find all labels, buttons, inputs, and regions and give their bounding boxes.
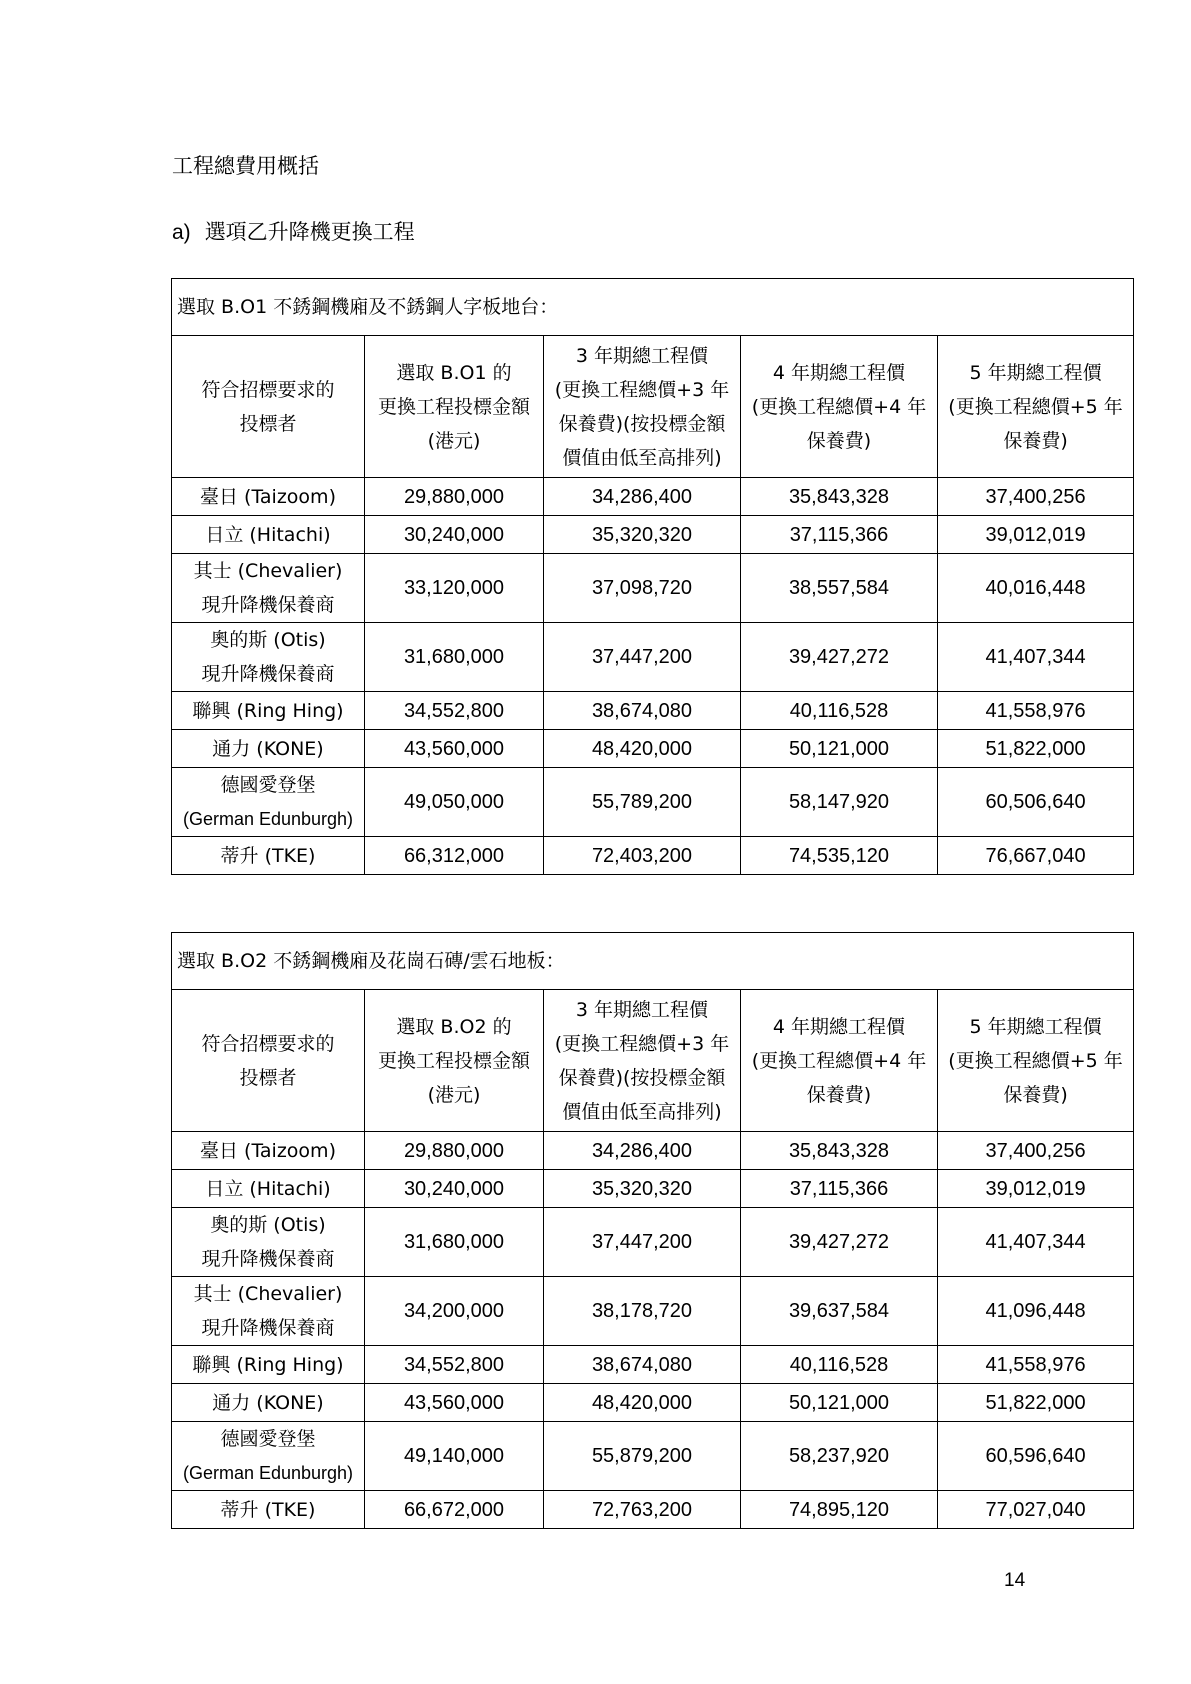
bid-amount-cell: 43,560,000 [365,1384,544,1422]
cell-line: 臺日 (Taizoom) [200,485,336,508]
bid-amount-cell: 34,552,800 [365,692,544,730]
cell-line: 選取 B.O1 的 [396,361,512,384]
cell-line: 保養費)(按投標金額 [558,412,726,435]
table-row [172,1346,1134,1384]
cell-line: 價值由低至高排列) [562,446,722,469]
total-4yr-cell: 40,116,528 [741,1346,938,1384]
header-bid-amount [365,336,544,478]
total-5yr-cell: 37,400,256 [938,1132,1134,1170]
bidder-name [172,554,365,623]
total-4yr-cell: 37,115,366 [741,516,938,554]
page-heading: 工程總費用概括 [172,154,319,178]
cell-line: (更換工程總價+4 年 [751,1049,927,1072]
total-5yr-cell: 41,096,448 [938,1277,1134,1346]
cell-line: 其士 (Chevalier) [193,1283,343,1305]
header-5yr-total [938,336,1134,478]
bidder-name [172,478,365,516]
bidder-name [172,1132,365,1170]
header-3yr-total [544,990,741,1132]
total-3yr-cell: 55,789,200 [544,768,741,837]
header-bidder [172,990,365,1132]
bidder-name [172,1491,365,1529]
total-3yr-cell: 38,674,080 [544,1346,741,1384]
table-row [172,837,1134,875]
section-label: a) [172,221,191,244]
bidder-name [172,837,365,875]
total-5yr-cell: 60,596,640 [938,1422,1134,1491]
table-caption: 選取 B.O2 不銹鋼機廂及花崗石磚/雲石地板： [172,933,1134,990]
table-row [172,1170,1134,1208]
cell-line: (German Edunburgh) [182,1463,354,1483]
total-5yr-cell: 41,558,976 [938,1346,1134,1384]
cell-line: 符合招標要求的 [201,1032,335,1055]
total-5yr-cell: 39,012,019 [938,516,1134,554]
total-4yr-cell: 50,121,000 [741,1384,938,1422]
table-row [172,1491,1134,1529]
cell-line: 現升降機保養商 [201,1248,335,1270]
header-bid-amount [365,990,544,1132]
bidder-name [172,1384,365,1422]
cell-line: 聯興 (Ring Hing) [192,1353,344,1376]
table-caption: 選取 B.O1 不銹鋼機廂及不銹鋼人字板地台： [172,279,1134,336]
bid-amount-cell: 43,560,000 [365,730,544,768]
cell-line: 保養費) [806,1083,872,1106]
cell-line: 更換工程投標金額 [377,1049,530,1072]
cell-line: 5 年期總工程價 [969,1015,1102,1038]
cell-line: (更換工程總價+5 年 [948,1049,1123,1072]
table-caption-row [172,279,1134,336]
cell-line: 現升降機保養商 [201,594,335,616]
cell-line: 保養費) [806,429,872,452]
table-row [172,768,1134,837]
table-row [172,623,1134,692]
total-4yr-cell: 58,147,920 [741,768,938,837]
total-5yr-cell: 60,506,640 [938,768,1134,837]
cell-line: 投標者 [239,412,297,435]
cell-line: (German Edunburgh) [182,809,354,829]
cell-line: 4 年期總工程價 [772,361,906,384]
cell-line: 日立 (Hitachi) [205,523,331,546]
cell-line: 價值由低至高排列) [562,1100,722,1123]
total-5yr-cell: 41,407,344 [938,623,1134,692]
cell-line: 4 年期總工程價 [772,1015,906,1038]
cell-line: 奧的斯 (Otis) [210,1214,326,1236]
total-4yr-cell: 37,115,366 [741,1170,938,1208]
header-3yr-total [544,336,741,478]
bidder-name [172,730,365,768]
total-3yr-cell: 34,286,400 [544,1132,741,1170]
table-header-row [172,990,1134,1132]
total-3yr-cell: 34,286,400 [544,478,741,516]
cell-line: 聯興 (Ring Hing) [192,699,344,722]
bid-amount-cell: 29,880,000 [365,1132,544,1170]
bid-amount-cell: 34,200,000 [365,1277,544,1346]
total-5yr-cell: 51,822,000 [938,730,1134,768]
bid-amount-cell: 66,312,000 [365,837,544,875]
cell-line: (港元) [427,429,481,452]
bidder-name [172,768,365,837]
cell-line: 通力 (KONE) [212,737,324,760]
total-4yr-cell: 35,843,328 [741,478,938,516]
cell-line: 其士 (Chevalier) [193,560,343,582]
bidder-name [172,1208,365,1277]
total-4yr-cell: 74,535,120 [741,837,938,875]
total-5yr-cell: 40,016,448 [938,554,1134,623]
table-row [172,1132,1134,1170]
total-4yr-cell: 39,427,272 [741,623,938,692]
bidder-name [172,1277,365,1346]
cost-table-bo1 [171,278,1134,875]
page-number: 14 [1004,1570,1026,1591]
total-4yr-cell: 38,557,584 [741,554,938,623]
table-row [172,478,1134,516]
total-3yr-cell: 48,420,000 [544,1384,741,1422]
cell-line: 蒂升 (TKE) [220,844,316,867]
total-5yr-cell: 51,822,000 [938,1384,1134,1422]
bid-amount-cell: 30,240,000 [365,1170,544,1208]
cell-line: 5 年期總工程價 [969,361,1102,384]
bidder-name [172,692,365,730]
bid-amount-cell: 49,140,000 [365,1422,544,1491]
cell-line: 3 年期總工程價 [575,344,709,367]
header-5yr-total [938,990,1134,1132]
cell-line: 3 年期總工程價 [575,998,709,1021]
bidder-name [172,1422,365,1491]
bid-amount-cell: 49,050,000 [365,768,544,837]
bid-amount-cell: 29,880,000 [365,478,544,516]
cell-line: 符合招標要求的 [201,378,335,401]
cell-line: 投標者 [239,1066,297,1089]
cell-line: 更換工程投標金額 [377,395,530,418]
cell-line: 保養費) [1003,1083,1068,1106]
total-5yr-cell: 77,027,040 [938,1491,1134,1529]
cell-line: (更換工程總價+3 年 [554,1032,730,1055]
total-5yr-cell: 41,407,344 [938,1208,1134,1277]
cell-line: 保養費)(按投標金額 [558,1066,726,1089]
total-5yr-cell: 37,400,256 [938,478,1134,516]
total-3yr-cell: 38,674,080 [544,692,741,730]
table-row [172,1422,1134,1491]
bid-amount-cell: 31,680,000 [365,623,544,692]
cell-line: 蒂升 (TKE) [220,1498,316,1521]
table-row [172,1277,1134,1346]
total-4yr-cell: 74,895,120 [741,1491,938,1529]
cell-line: 日立 (Hitachi) [205,1177,331,1200]
table-row [172,730,1134,768]
total-3yr-cell: 37,447,200 [544,623,741,692]
table-caption-row [172,933,1134,990]
cell-line: 臺日 (Taizoom) [200,1139,336,1162]
cell-line: (更換工程總價+5 年 [948,395,1123,418]
cell-line: 德國愛登堡 [220,1428,316,1450]
total-3yr-cell: 48,420,000 [544,730,741,768]
header-4yr-total [741,336,938,478]
total-3yr-cell: 38,178,720 [544,1277,741,1346]
total-5yr-cell: 76,667,040 [938,837,1134,875]
cell-line: 奧的斯 (Otis) [210,629,326,651]
cell-line: (更換工程總價+3 年 [554,378,730,401]
table-row [172,1208,1134,1277]
total-3yr-cell: 72,763,200 [544,1491,741,1529]
total-3yr-cell: 35,320,320 [544,1170,741,1208]
total-4yr-cell: 39,637,584 [741,1277,938,1346]
cell-line: 選取 B.O2 的 [396,1015,512,1038]
header-4yr-total [741,990,938,1132]
table-row [172,1384,1134,1422]
cost-table-bo2 [171,932,1134,1529]
bidder-name [172,623,365,692]
cell-line: 現升降機保養商 [201,1317,335,1339]
cell-line: (更換工程總價+4 年 [751,395,927,418]
total-3yr-cell: 35,320,320 [544,516,741,554]
section-title-text: 選項乙升降機更換工程 [204,220,415,244]
total-3yr-cell: 72,403,200 [544,837,741,875]
total-4yr-cell: 35,843,328 [741,1132,938,1170]
total-4yr-cell: 39,427,272 [741,1208,938,1277]
total-3yr-cell: 37,447,200 [544,1208,741,1277]
bid-amount-cell: 34,552,800 [365,1346,544,1384]
bidder-name [172,516,365,554]
total-5yr-cell: 41,558,976 [938,692,1134,730]
total-5yr-cell: 39,012,019 [938,1170,1134,1208]
section-title [172,216,415,246]
table-row [172,516,1134,554]
header-bidder [172,336,365,478]
table-row [172,554,1134,623]
cell-line: 保養費) [1003,429,1068,452]
bidder-name [172,1170,365,1208]
bid-amount-cell: 31,680,000 [365,1208,544,1277]
table-header-row [172,336,1134,478]
total-4yr-cell: 40,116,528 [741,692,938,730]
cell-line: (港元) [427,1083,481,1106]
cell-line: 德國愛登堡 [220,774,316,796]
bidder-name [172,1346,365,1384]
cell-line: 現升降機保養商 [201,663,335,685]
bid-amount-cell: 33,120,000 [365,554,544,623]
cell-line: 通力 (KONE) [212,1391,324,1414]
total-3yr-cell: 37,098,720 [544,554,741,623]
total-4yr-cell: 50,121,000 [741,730,938,768]
total-4yr-cell: 58,237,920 [741,1422,938,1491]
bid-amount-cell: 30,240,000 [365,516,544,554]
table-row [172,692,1134,730]
bid-amount-cell: 66,672,000 [365,1491,544,1529]
total-3yr-cell: 55,879,200 [544,1422,741,1491]
